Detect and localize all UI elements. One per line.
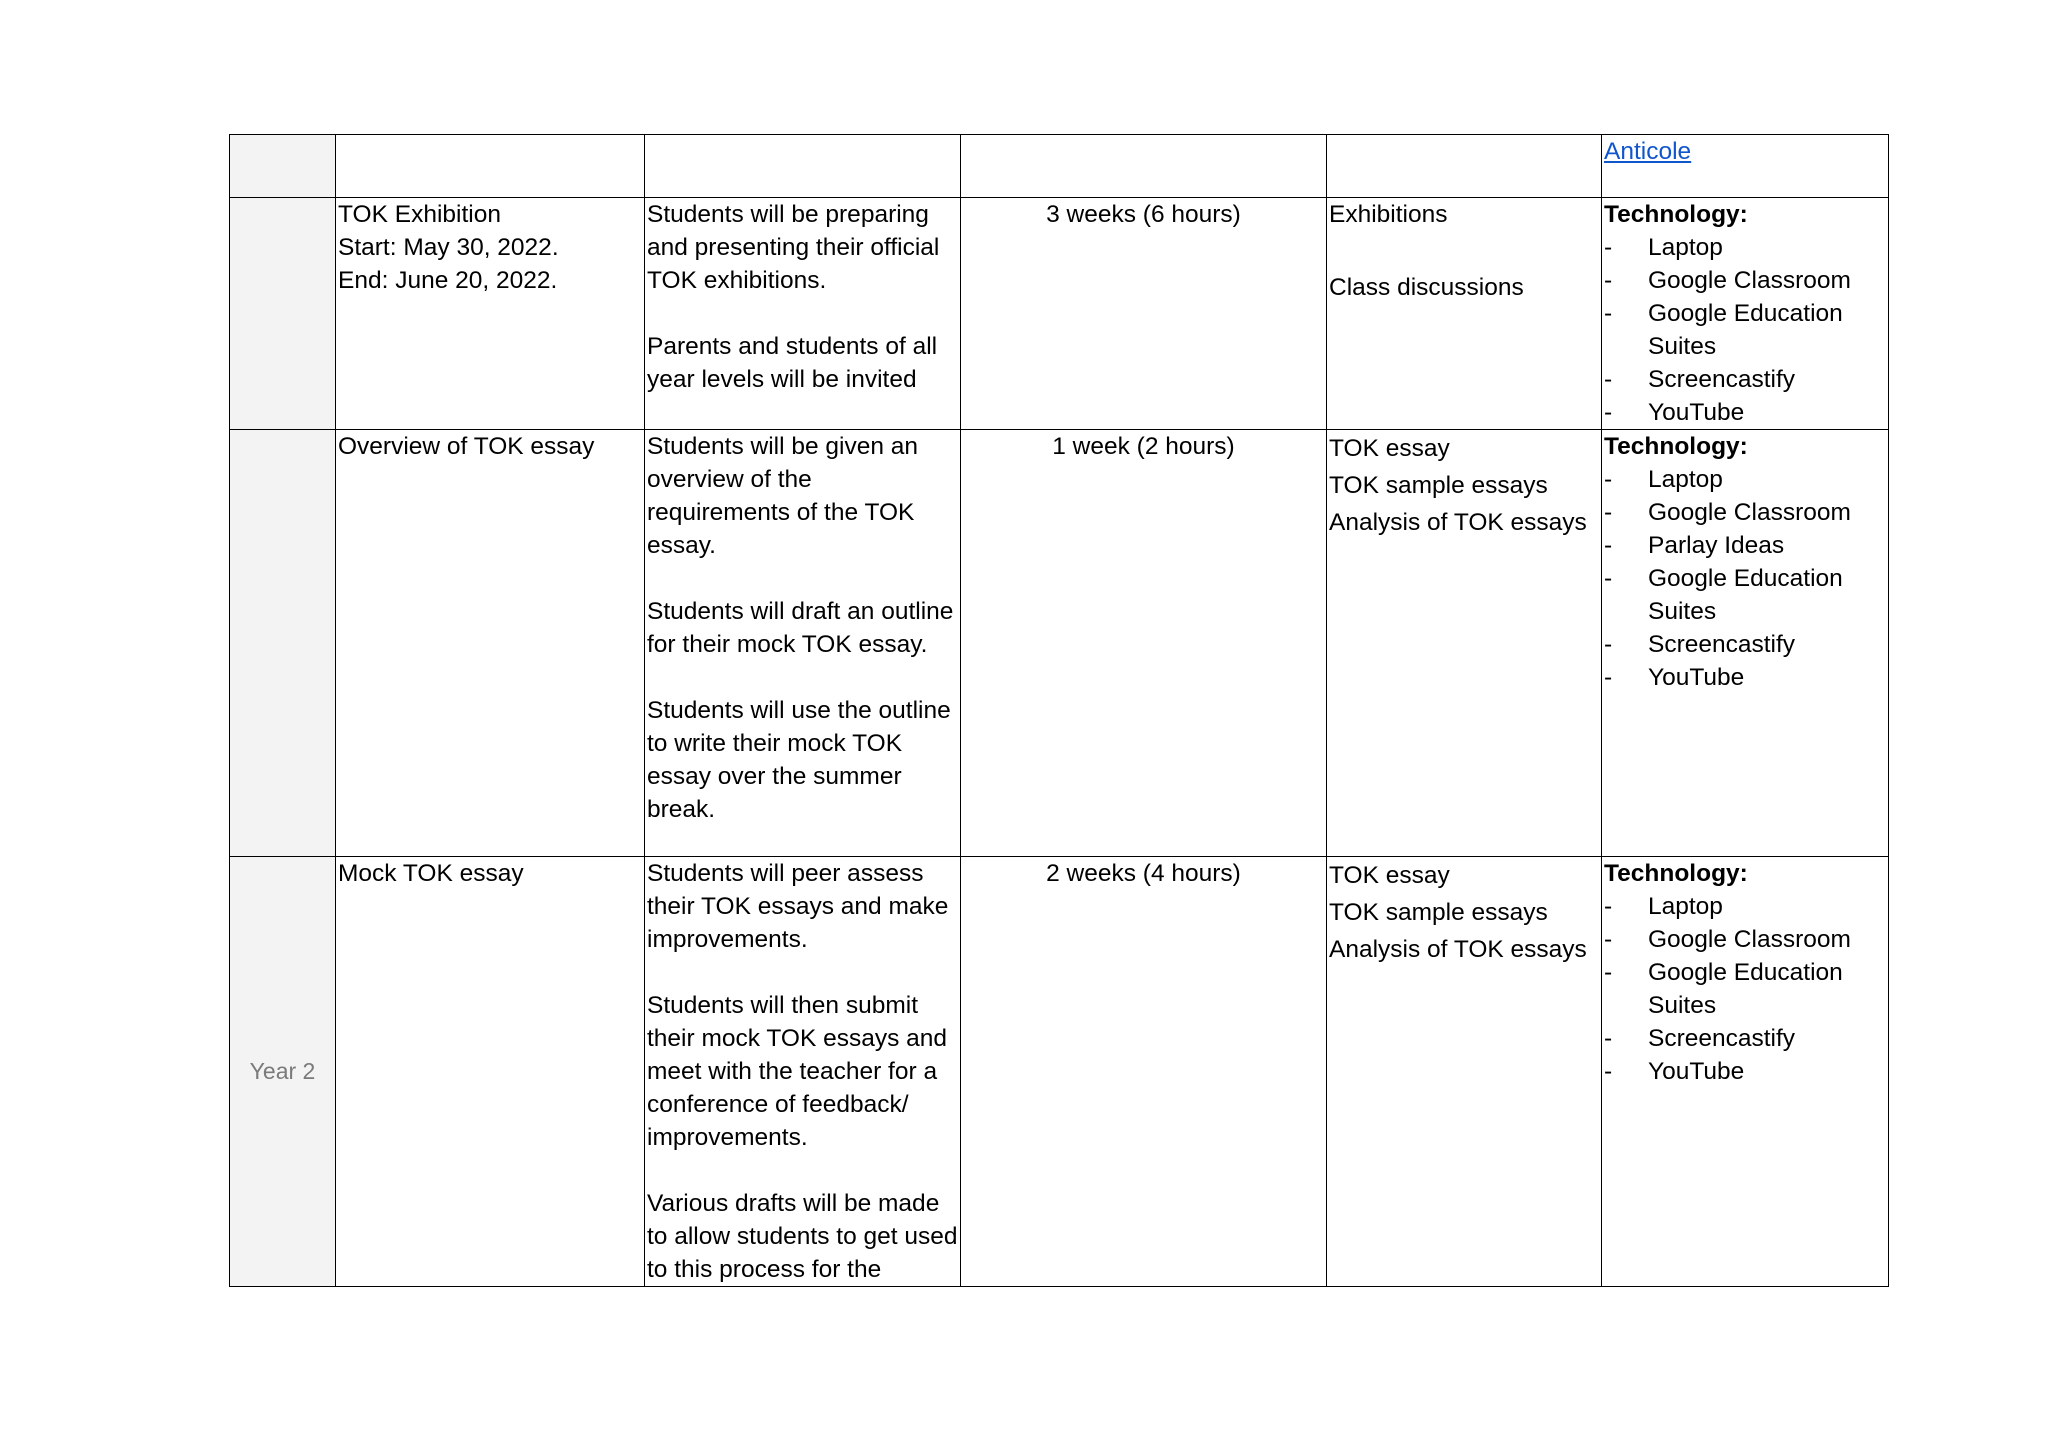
- topic-cell: [336, 198, 645, 430]
- table-row: [230, 198, 1889, 430]
- description-paragraph: Students will then submit their mock TOK essays and meet with the teacher for a conference of feedback/ improvements.: [647, 992, 948, 1151]
- topic-line: Start: May 30, 2022.: [338, 234, 559, 261]
- resources-heading: Technology:: [1604, 201, 1748, 228]
- assessment-item: TOK essay: [1329, 435, 1450, 462]
- anticole-link[interactable]: Anticole: [1604, 138, 1692, 165]
- assessment-item: TOK essay: [1329, 862, 1450, 889]
- year-cell: [230, 135, 336, 198]
- description-cell: [645, 430, 961, 857]
- resources-list: [1604, 231, 1886, 429]
- assessment-cell: [1327, 198, 1602, 430]
- year-cell: [230, 198, 336, 430]
- assessment-item: Analysis of TOK essays: [1329, 936, 1587, 963]
- list-item: - Google Classroom: [1604, 499, 1851, 526]
- list-item: - Google Education Suites: [1604, 959, 1843, 1019]
- resources-cell: [1602, 198, 1889, 430]
- list-item: - Screencastify: [1604, 631, 1796, 658]
- assessment-cell: [1327, 135, 1602, 198]
- description-paragraph: Students will be preparing and presenting their official TOK exhibitions.: [647, 201, 940, 294]
- topic-line: End: June 20, 2022.: [338, 267, 558, 294]
- list-item: - Google Classroom: [1604, 926, 1851, 953]
- table-row: [230, 135, 1889, 198]
- resources-cell: [1602, 430, 1889, 857]
- resources-cell: [1602, 135, 1889, 198]
- duration-cell: 1 week (2 hours): [961, 430, 1327, 857]
- topic-line: TOK Exhibition: [338, 201, 501, 228]
- list-item: - Screencastify: [1604, 366, 1796, 393]
- list-item: - Parlay Ideas: [1604, 532, 1785, 559]
- description-paragraph: Students will draft an outline for their mock TOK essay.: [647, 598, 954, 658]
- resources-list: [1604, 463, 1886, 694]
- list-item: - Screencastify: [1604, 1025, 1796, 1052]
- assessment-item: Analysis of TOK essays: [1329, 509, 1587, 536]
- assessment-item: Class discussions: [1329, 274, 1524, 301]
- list-item: - Laptop: [1604, 234, 1723, 261]
- list-item: - YouTube: [1604, 399, 1745, 426]
- description-paragraph: Parents and students of all year levels will be invited: [647, 333, 938, 393]
- table-row: [230, 857, 1889, 1287]
- topic-cell: [336, 135, 645, 198]
- topic-line: Mock TOK essay: [338, 860, 524, 887]
- list-item: - YouTube: [1604, 1058, 1745, 1085]
- year-cell: [230, 430, 336, 857]
- assessment-item: TOK sample essays: [1329, 899, 1548, 926]
- table-row: [230, 430, 1889, 857]
- list-item: - Google Education Suites: [1604, 300, 1843, 360]
- duration-cell: 2 weeks (4 hours): [961, 857, 1327, 1287]
- description-cell: [645, 198, 961, 430]
- assessment-item: Exhibitions: [1329, 201, 1448, 228]
- assessment-cell: [1327, 857, 1602, 1287]
- resources-cell: [1602, 857, 1889, 1287]
- resources-heading: Technology:: [1604, 860, 1748, 887]
- description-paragraph: Students will use the outline to write their mock TOK essay over the summer break.: [647, 697, 951, 823]
- list-item: - Google Classroom: [1604, 267, 1851, 294]
- assessment-cell: [1327, 430, 1602, 857]
- list-item: - Laptop: [1604, 893, 1723, 920]
- description-paragraph: Students will peer assess their TOK essays and make improvements.: [647, 860, 949, 953]
- curriculum-table: [229, 134, 1889, 1287]
- topic-cell: [336, 857, 645, 1287]
- list-item: - Laptop: [1604, 466, 1723, 493]
- description-paragraph: Various drafts will be made to allow students to get used to this process for the: [647, 1190, 958, 1283]
- resources-heading: Technology:: [1604, 433, 1748, 460]
- list-item: - YouTube: [1604, 664, 1745, 691]
- duration-cell: 3 weeks (6 hours): [961, 198, 1327, 430]
- year-label: Year 2: [230, 857, 336, 1287]
- description-cell: [645, 857, 961, 1287]
- topic-line: Overview of TOK essay: [338, 433, 595, 460]
- resources-list: [1604, 890, 1886, 1088]
- list-item: - Google Education Suites: [1604, 565, 1843, 625]
- duration-cell: [961, 135, 1327, 198]
- description-paragraph: Students will be given an overview of the requirements of the TOK essay.: [647, 433, 919, 559]
- assessment-item: TOK sample essays: [1329, 472, 1548, 499]
- description-cell: [645, 135, 961, 198]
- topic-cell: [336, 430, 645, 857]
